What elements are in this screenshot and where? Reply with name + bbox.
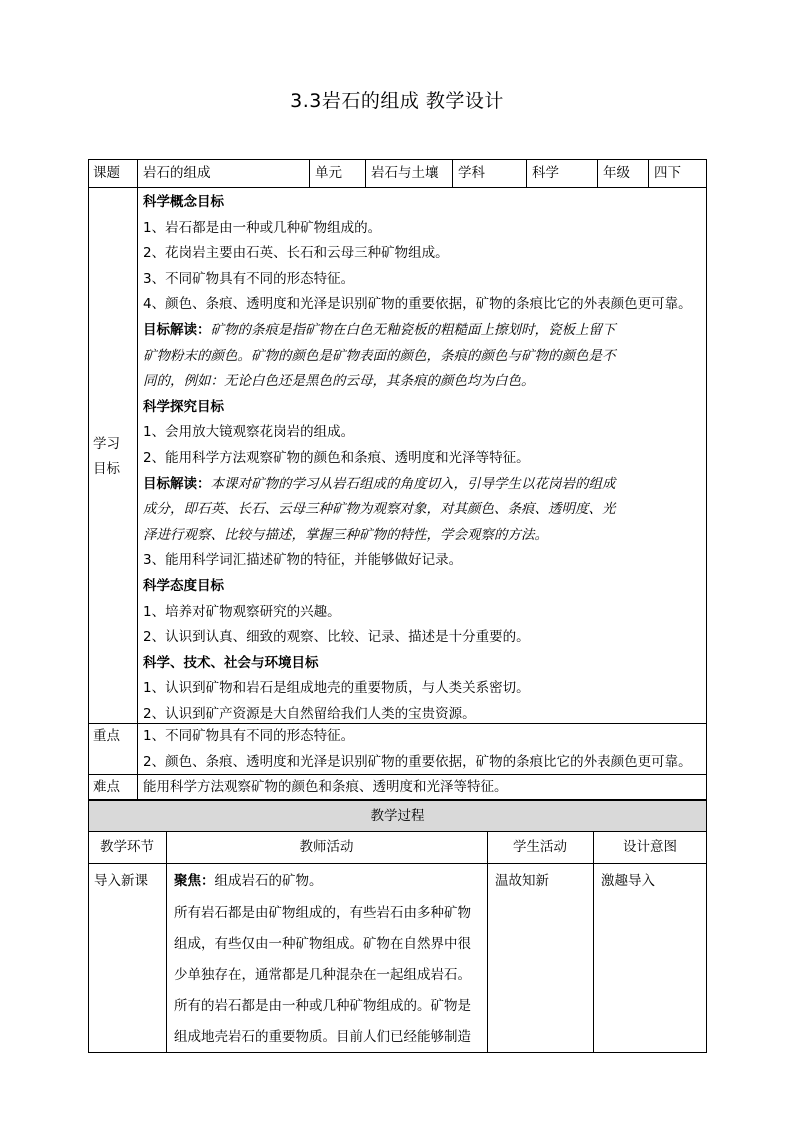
student-activity: 温故知新 [495, 873, 549, 889]
goal-line [143, 496, 616, 522]
focus-line [174, 868, 323, 894]
col-divider [526, 159, 527, 187]
key-points-label: 重点 [93, 728, 120, 744]
goal-text: 2、花岗岩主要由石英、长石和云母三种矿物组成。 [143, 245, 449, 262]
col-divider [452, 159, 453, 187]
header-teacher: 教师活动 [299, 839, 354, 855]
header-intent: 设计意图 [623, 839, 677, 855]
topic-key: 课题 [93, 165, 120, 181]
goal-line [143, 599, 341, 625]
header-student: 学生活动 [513, 839, 567, 855]
goal-text: 1、岩石都是由一种或几种矿物组成的。 [143, 219, 382, 236]
teacher-line: 少单独存在，通常都是几种混杂在一起组成岩石。 [174, 967, 471, 983]
header-stage: 教学环节 [100, 839, 154, 855]
design-intent: 激趣导入 [601, 873, 655, 889]
goals-label-2: 目标 [93, 461, 120, 477]
col-divider [648, 159, 649, 187]
goals-label-1: 学习 [93, 436, 120, 452]
goal-line [143, 650, 319, 676]
row-divider [88, 831, 707, 832]
goal-heading: 科学、技术、社会与环境目标 [143, 654, 319, 671]
subject-key: 学科 [458, 165, 485, 181]
goal-line [143, 317, 616, 343]
teacher-line: 组成，有些仅由一种矿物组成。矿物在自然界中很 [174, 936, 471, 952]
col-divider [309, 159, 310, 187]
goal-heading: 科学态度目标 [143, 578, 224, 594]
goal-heading: 科学概念目标 [143, 194, 224, 210]
col-divider [137, 159, 138, 800]
goal-line [143, 675, 530, 701]
col-divider [597, 159, 598, 187]
stage-cell: 导入新课 [94, 873, 148, 889]
teacher-line: 所有岩石都是由矿物组成的，有些岩石由多种矿物 [174, 905, 471, 921]
key-point-line: 2、颜色、条痕、透明度和光泽是识别矿物的重要依据，矿物的条痕比它的外表颜色更可靠。 [143, 754, 692, 770]
goal-line [143, 240, 449, 266]
goal-line [143, 266, 354, 292]
topic-value: 岩石的组成 [143, 165, 211, 181]
goal-interpretation: 矿物的条痕是指矿物在白色无釉瓷板的粗糙面上擦划时，瓷板上留下 [210, 322, 616, 338]
goal-heading: 目标解读： [143, 475, 211, 492]
grade-value: 四下 [654, 165, 681, 181]
subject-value: 科学 [532, 165, 559, 181]
goal-line [143, 189, 224, 215]
goal-line [143, 624, 530, 650]
col-divider [365, 159, 366, 187]
key-point-line: 1、不同矿物具有不同的形态特征。 [143, 728, 355, 744]
goal-text: 2、认识到矿产资源是大自然留给我们人类的宝贵资源。 [143, 706, 476, 722]
row-divider [88, 863, 707, 864]
goal-line [143, 471, 616, 497]
grade-key: 年级 [603, 165, 630, 181]
goal-text: 1、会用放大镜观察花岗岩的组成。 [143, 424, 355, 441]
goal-line [143, 522, 548, 548]
goal-interpretation: 同的，例如：无论白色还是黑色的云母，其条痕的颜色均为白色。 [143, 373, 535, 390]
goal-line [143, 343, 616, 369]
unit-value: 岩石与土壤 [371, 165, 439, 181]
unit-key: 单元 [315, 165, 342, 181]
teacher-line: 所有的岩石都是由一种或几种矿物组成的。矿物是 [174, 998, 471, 1014]
goal-interpretation: 本课对矿物的学习从岩石组成的角度切入，引导学生以花岗岩的组成 [210, 475, 616, 492]
goal-line [143, 547, 462, 573]
process-heading: 教学过程 [370, 808, 425, 824]
goal-line [143, 573, 224, 599]
document-title: 3.3岩石的组成 教学设计 [290, 90, 504, 112]
goal-text: 4、颜色、条痕、透明度和光泽是识别矿物的重要依据，矿物的条痕比它的外表颜色更可靠。 [143, 296, 692, 313]
goal-interpretation: 成分，即石英、长石、云母三种矿物为观察对象，对其颜色、条痕、透明度、光 [143, 501, 616, 518]
goal-heading: 科学探究目标 [143, 398, 224, 415]
row-divider [88, 187, 707, 188]
goal-heading: 目标解读： [143, 322, 211, 338]
goal-line [143, 291, 692, 317]
difficulty-label: 难点 [93, 779, 120, 795]
col-divider [593, 831, 594, 1053]
goal-text: 2、能用科学方法观察矿物的颜色和条痕、透明度和光泽等特征。 [143, 450, 530, 466]
focus-text: 组成岩石的矿物。 [214, 873, 323, 889]
goal-text: 2、认识到认真、细致的观察、比较、记录、描述是十分重要的。 [143, 629, 530, 646]
goal-interpretation: 泽进行观察、比较与描述，掌握三种矿物的特性，学会观察的方法。 [143, 526, 548, 543]
goal-text: 3、能用科学词汇描述矿物的特征，并能够做好记录。 [143, 552, 463, 569]
goal-line [143, 368, 535, 394]
col-divider [487, 831, 488, 1053]
goal-text: 1、培养对矿物观察研究的兴趣。 [143, 603, 341, 620]
goal-line [143, 394, 224, 420]
goal-interpretation: 矿物粉末的颜色。矿物的颜色是矿物表面的颜色，条痕的颜色与矿物的颜色是不 [143, 347, 616, 364]
difficulty-text: 能用科学方法观察矿物的颜色和条痕、透明度和光泽等特征。 [143, 779, 508, 795]
focus-label: 聚焦： [174, 873, 215, 889]
col-divider [166, 831, 167, 1053]
goal-text: 1、认识到矿物和岩石是组成地壳的重要物质，与人类关系密切。 [143, 680, 530, 697]
goal-line [143, 445, 530, 471]
goal-text: 3、不同矿物具有不同的形态特征。 [143, 270, 355, 287]
goal-line [143, 419, 354, 445]
teacher-line: 组成地壳岩石的重要物质。目前人们已经能够制造 [174, 1029, 471, 1045]
goal-line [143, 215, 381, 241]
